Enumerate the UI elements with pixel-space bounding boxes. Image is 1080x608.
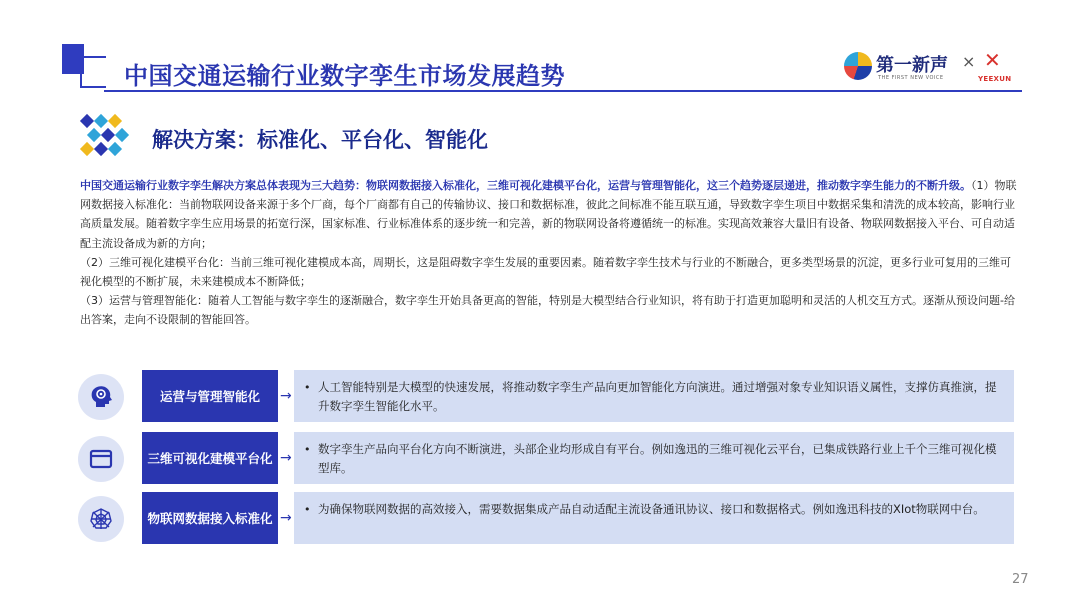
- body-paragraph-lead: [80, 176, 1020, 253]
- title-decoration-outline: [80, 56, 106, 88]
- trend-description: [294, 492, 1014, 544]
- brand-logo: [842, 48, 1022, 88]
- trend-description: [294, 370, 1014, 422]
- logo-text-cn: 第一新声: [876, 55, 948, 76]
- arrow-right-icon: →: [280, 388, 292, 404]
- body-text: [80, 176, 1020, 330]
- section-title: 解决方案：标准化、平台化、智能化: [152, 128, 488, 152]
- logo-separator: ×: [962, 52, 976, 71]
- trend-description-text: 为确保物联网数据的高效接入，需要数据集成产品自动适配主流设备通讯协议、接口和数据格式。例如逸迅科技的XIot物联网中台。: [318, 502, 985, 516]
- section-diamond-icon: [78, 112, 132, 162]
- trend-description: [294, 432, 1014, 484]
- trend-label: 物联网数据接入标准化: [142, 492, 278, 544]
- trend-label: 运营与管理智能化: [142, 370, 278, 422]
- page-number: 27: [1012, 572, 1029, 587]
- logo-mark-icon: [844, 52, 872, 80]
- bullet: •: [304, 503, 311, 516]
- arrow-right-icon: →: [280, 510, 292, 526]
- partner-logo-mark: ✕: [984, 48, 1001, 72]
- body-lead: 中国交通运输行业数字孪生解决方案总体表现为三大趋势：物联网数据接入标准化，三维可视化建模平台化，运营与管理智能化，这三个趋势逐层递进，推动数字孪生能力的不断升级。: [80, 179, 971, 192]
- partner-logo-text: YEEXUN: [978, 75, 1012, 83]
- bullet: •: [304, 381, 311, 394]
- trend-label: 三维可视化建模平台化: [142, 432, 278, 484]
- bullet: •: [304, 443, 311, 456]
- brain-head-icon: [78, 374, 124, 420]
- trend-description-text: 人工智能特别是大模型的快速发展，将推动数字孪生产品向更加智能化方向演进。通过增强对象专业知识语义属性，支撑仿真推演，提升数字孪生智能化水平。: [318, 380, 997, 413]
- trend-row-standard: [78, 492, 1014, 544]
- body-paragraph-1: （1）物联网数据接入标准化：当前物联网设备来源于多个厂商，每个厂商都有自己的传输协议、接口和数据标准，彼此之间标准不能互联互通，导致数字孪生项目中数据采集和清洗的成本较高，影响行业高质量发展。随着数字孪生应用场景的拓宽行深，国家标准、行业标准体系的逐步统一和完善，新的物联网设备将遵循统一的标准。实现高效兼容大量旧有设备、物联网数据接入平台、可自动适配主流设备成为新的方向；: [80, 179, 1017, 250]
- body-paragraph-2: （2）三维可视化建模平台化：当前三维可视化建模成本高，周期长，这是阻碍数字孪生发展的重要因素。随着数字孪生技术与行业的不断融合，更多类型场景的沉淀，更多行业可复用的三维可视化模型的不断扩展，未来建模成本不断降低；: [80, 255, 1011, 289]
- title-underline: [104, 90, 1022, 92]
- network-web-icon: [78, 496, 124, 542]
- trend-description-text: 数字孪生产品向平台化方向不断演进，头部企业均形成自有平台。例如逸迅的三维可视化云平台，已集成铁路行业上千个三维可视化模型库。: [318, 442, 997, 475]
- trend-row-intelligent: [78, 370, 1014, 422]
- page-title: 中国交通运输行业数字孪生市场发展趋势: [124, 62, 565, 90]
- trend-row-platform: [78, 432, 1014, 484]
- arrow-right-icon: →: [280, 450, 292, 466]
- browser-window-icon: [78, 436, 124, 482]
- body-paragraph-3: （3）运营与管理智能化：随着人工智能与数字孪生的逐渐融合，数字孪生开始具备更高的智能，特别是大模型结合行业知识，将有助于打造更加聪明和灵活的人机交互方式。逐渐从预设问题-给出答案，走向不设限制的智能回答。: [80, 294, 1015, 327]
- logo-text-en: THE FIRST NEW VOICE: [878, 75, 944, 81]
